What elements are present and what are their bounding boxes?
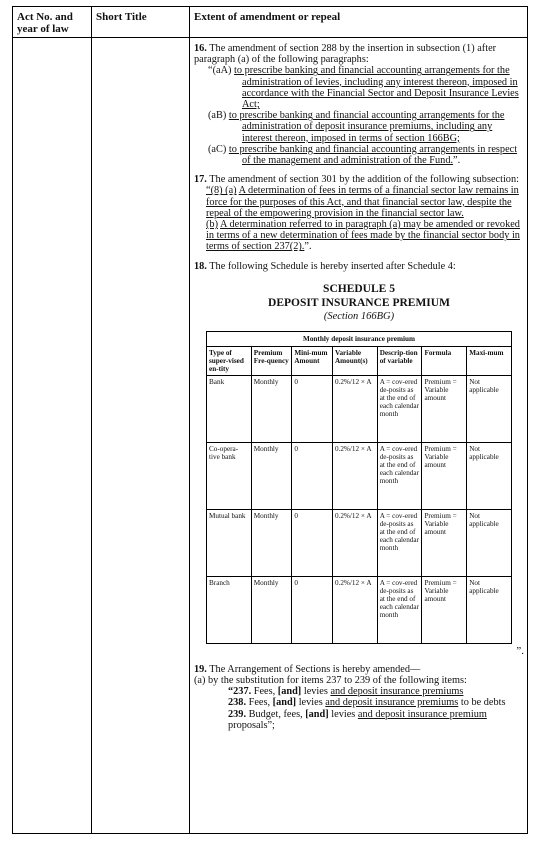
item-number: 238. [228, 697, 247, 709]
header-extent: Extent of amendment or repeal [194, 11, 341, 23]
inserted-text: to prescribe banking and financial accounting arrangements for the administration of levies, including any interest thereon, imposed in accordance with the Financial Sector and Deposit Insurance Levies Act; [234, 65, 519, 111]
table-row [207, 442, 512, 509]
header-act-no: Act No. and year of law [17, 11, 73, 35]
table-cell: Branch [207, 576, 252, 643]
item-text: Fees, [253, 686, 276, 698]
item-text: levies [298, 697, 323, 709]
column-divider [189, 7, 190, 833]
table-cell: Co-opera-tive bank [207, 442, 252, 509]
inserted-text: and deposit insurance premium [357, 708, 487, 720]
table-cell: Not applicable [467, 442, 512, 509]
section-number: 17. [194, 174, 207, 186]
closing-quote: ”; [267, 719, 275, 731]
table-cell: 0 [292, 576, 333, 643]
table-cell: 0.2%/12 × A [332, 576, 377, 643]
schedule-section-ref: (Section 166BG) [323, 310, 395, 322]
column-header: Premium Fre-quency [251, 346, 292, 375]
table-cell: A = cov-ered de-posits as at the end of each calendar month [377, 375, 422, 442]
table-cell: Monthly [251, 576, 292, 643]
table-cell: 0.2%/12 × A [332, 509, 377, 576]
table-cell: 0 [292, 442, 333, 509]
section-17 [194, 174, 524, 252]
table-cell: Monthly [251, 375, 292, 442]
header-short-title: Short Title [96, 11, 147, 23]
item-text: to be debts [460, 697, 506, 709]
item-text: levies [331, 708, 356, 720]
item-number: 239. [228, 708, 247, 720]
section-number: 18. [194, 260, 207, 272]
deleted-text: [and] [272, 697, 297, 709]
column-divider [91, 7, 92, 833]
column-header: Mini-mum Amount [292, 346, 333, 375]
amendment-table [12, 6, 528, 834]
inserted-text: and deposit insurance premiums [330, 686, 464, 698]
section-number: 19. [194, 663, 207, 675]
premium-table [206, 331, 512, 644]
table-row [207, 509, 512, 576]
subsection-lead: (b) [206, 219, 219, 231]
table-cell: Premium = Variable amount [422, 509, 467, 576]
section-number: 16. [194, 43, 207, 54]
inserted-text: and deposit insurance premiums [325, 697, 459, 709]
inserted-text: A determination referred to in paragraph (a) may be amended or revoked in terms of a new determination of fees made by the financial sector body in terms of section 237(2). [206, 219, 520, 253]
table-cell: Not applicable [467, 509, 512, 576]
para-label: (a) [194, 675, 206, 687]
column-header: Maxi-mum [467, 346, 512, 375]
column-header: Type of super-vised en-tity [207, 346, 252, 375]
item-text: Budget, fees, [248, 708, 303, 720]
inserted-text: to prescribe banking and financial accounting arrangements for the administration of deposit insurance premiums, including any interest thereon, imposed in terms of section 166BG; [228, 110, 505, 144]
item-text: Fees, [248, 697, 271, 709]
column-header: Descrip-tion of variable [377, 346, 422, 375]
table-cell: A = cov-ered de-posits as at the end of each calendar month [377, 576, 422, 643]
table-row [207, 375, 512, 442]
table-cell: Mutual bank [207, 509, 252, 576]
column-header: Variable Amount(s) [332, 346, 377, 375]
column-header: Formula [422, 346, 467, 375]
section-intro: The following Schedule is hereby inserted after Schedule 4: [209, 260, 456, 272]
table-cell: 0.2%/12 × A [332, 375, 377, 442]
premium-table-header [207, 346, 512, 375]
para-text: by the substitution for items 237 to 239 of the following items: [208, 675, 467, 687]
inserted-text: A determination of fees in terms of a financial sector law remains in force for the purposes of this Act, and that financial sector law, despite the repeal of the empowering provision in the financial sector law. [206, 185, 519, 219]
section-16 [194, 43, 524, 166]
table-cell: Not applicable [467, 576, 512, 643]
deleted-text: [and] [305, 708, 329, 720]
section-intro: The amendment of section 301 by the addition of the following subsection: [209, 174, 519, 186]
table-cell: Monthly [251, 442, 292, 509]
schedule-title: SCHEDULE 5 [323, 282, 395, 295]
item-text: levies [303, 686, 328, 698]
inserted-text: to prescribe banking and financial accounting arrangements in respect of the management and administration of the Fund. [228, 143, 518, 167]
section-intro: The Arrangement of Sections is hereby amended— [209, 663, 421, 675]
item-number: “237. [228, 686, 252, 698]
table-cell: Bank [207, 375, 252, 442]
para-label: (aC) [208, 143, 227, 155]
table-cell: Monthly [251, 509, 292, 576]
closing-quote: ”. [304, 241, 312, 253]
table-cell: 0 [292, 509, 333, 576]
premium-table-caption: Monthly deposit insurance premium [207, 331, 512, 346]
para-label: (aB) [208, 110, 227, 122]
schedule-subtitle: DEPOSIT INSURANCE PREMIUM [268, 296, 450, 309]
table-row [207, 576, 512, 643]
item-text: proposals [228, 719, 268, 731]
section-18 [194, 261, 524, 656]
subsection-lead: “(8) (a) [206, 185, 237, 197]
table-cell: A = cov-ered de-posits as at the end of each calendar month [377, 442, 422, 509]
table-cell: Not applicable [467, 375, 512, 442]
table-cell: 0.2%/12 × A [332, 442, 377, 509]
schedule-closing-quote: ”. [516, 644, 524, 657]
table-cell: 0 [292, 375, 333, 442]
table-cell: Premium = Variable amount [422, 375, 467, 442]
extent-content [194, 43, 524, 731]
section-19 [194, 664, 524, 731]
para-label: “(aA) [208, 65, 232, 77]
closing-quote: ”. [453, 155, 461, 167]
section-intro: The amendment of section 288 by the insertion in subsection (1) after paragraph (a) of the following paragraphs: [194, 43, 497, 66]
deleted-text: [and] [277, 686, 302, 698]
table-cell: Premium = Variable amount [422, 442, 467, 509]
table-cell: A = cov-ered de-posits as at the end of each calendar month [377, 509, 422, 576]
table-cell: Premium = Variable amount [422, 576, 467, 643]
